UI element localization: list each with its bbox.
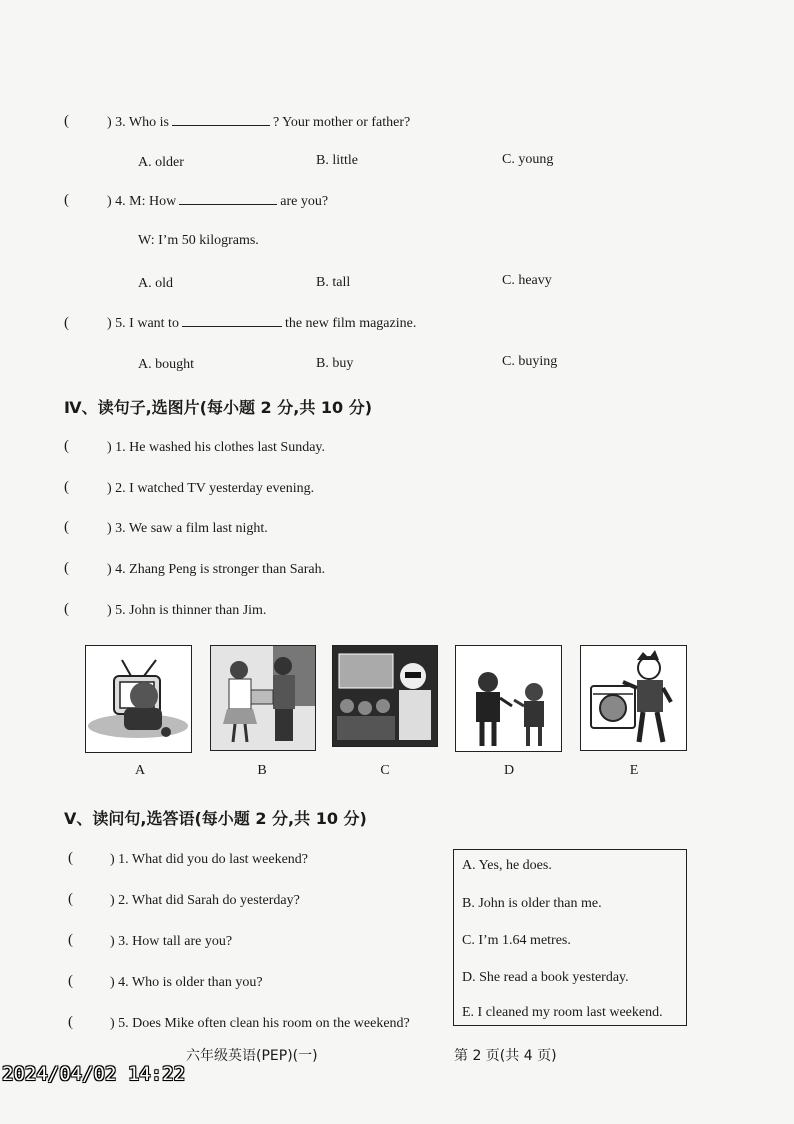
question-text: ) 4. M: How are you?	[107, 194, 329, 209]
question-text: ) 3. Who is ? Your mother or father?	[107, 115, 411, 130]
answer-c: C. I’m 1.64 metres.	[462, 933, 571, 948]
picture-label-e: E	[629, 763, 639, 778]
option-a[interactable]: A. bought	[138, 357, 194, 372]
sentence-1: ) 1. He washed his clothes last Sunday.	[107, 440, 325, 455]
picture-d-two-people	[455, 645, 562, 752]
picture-e-strong-boy	[580, 645, 687, 751]
option-c[interactable]: C. buying	[502, 354, 558, 369]
question-text: ) 5. I want to the new film magazine.	[107, 316, 417, 331]
picture-a-watching-tv	[85, 645, 192, 753]
answer-options-box	[453, 849, 687, 1026]
picture-label-b: B	[257, 763, 267, 778]
answer-paren[interactable]: (	[64, 519, 69, 535]
picture-label-c: C	[380, 763, 390, 778]
sentence-4: ) 4. Zhang Peng is stronger than Sarah.	[107, 562, 326, 577]
question-5: ) 5. Does Mike often clean his room on the weekend?	[110, 1016, 410, 1031]
sentence-2: ) 2. I watched TV yesterday evening.	[107, 481, 315, 496]
answer-paren[interactable]: (	[68, 850, 73, 866]
answer-d: D. She read a book yesterday.	[462, 970, 629, 985]
option-a[interactable]: A. old	[138, 276, 173, 291]
option-c[interactable]: C. young	[502, 152, 554, 167]
section-4-title: Ⅳ、读句子,选图片(每小题 2 分,共 10 分)	[64, 398, 373, 417]
fill-blank[interactable]	[172, 124, 270, 126]
answer-paren[interactable]: (	[64, 560, 69, 576]
footer-course: 六年级英语(PEP)(一)	[186, 1048, 318, 1064]
question-1: ) 1. What did you do last weekend?	[110, 852, 309, 867]
question-2: ) 2. What did Sarah do yesterday?	[110, 893, 300, 908]
answer-paren[interactable]: (	[64, 315, 69, 331]
answer-a: A. Yes, he does.	[462, 858, 552, 873]
dialogue-line: W: I’m 50 kilograms.	[138, 233, 259, 248]
answer-paren[interactable]: (	[68, 973, 73, 989]
option-b[interactable]: B. buy	[316, 356, 354, 371]
question-3: ) 3. How tall are you?	[110, 934, 233, 949]
picture-c-cinema	[332, 645, 438, 747]
picture-label-d: D	[503, 763, 515, 778]
answer-paren[interactable]: (	[68, 1014, 73, 1030]
picture-b-washing-clothes	[210, 645, 316, 751]
section-5-title: Ⅴ、读问句,选答语(每小题 2 分,共 10 分)	[64, 809, 367, 828]
answer-e: E. I cleaned my room last weekend.	[462, 1005, 663, 1020]
option-b[interactable]: B. tall	[316, 275, 351, 290]
answer-paren[interactable]: (	[64, 601, 69, 617]
option-c[interactable]: C. heavy	[502, 273, 552, 288]
answer-paren[interactable]: (	[68, 891, 73, 907]
question-4: ) 4. Who is older than you?	[110, 975, 263, 990]
fill-blank[interactable]	[182, 325, 282, 327]
answer-b: B. John is older than me.	[462, 896, 602, 911]
footer-page-number: 第 2 页(共 4 页)	[454, 1048, 557, 1064]
picture-label-a: A	[134, 763, 146, 778]
option-a[interactable]: A. older	[138, 155, 184, 170]
answer-paren[interactable]: (	[64, 479, 69, 495]
answer-paren[interactable]: (	[64, 113, 69, 129]
answer-paren[interactable]: (	[68, 932, 73, 948]
sentence-3: ) 3. We saw a film last night.	[107, 521, 268, 536]
answer-paren[interactable]: (	[64, 438, 69, 454]
fill-blank[interactable]	[179, 203, 277, 205]
option-b[interactable]: B. little	[316, 153, 358, 168]
photo-timestamp: 2024/04/02 14:22	[2, 1063, 186, 1085]
sentence-5: ) 5. John is thinner than Jim.	[107, 603, 267, 618]
answer-paren[interactable]: (	[64, 192, 69, 208]
